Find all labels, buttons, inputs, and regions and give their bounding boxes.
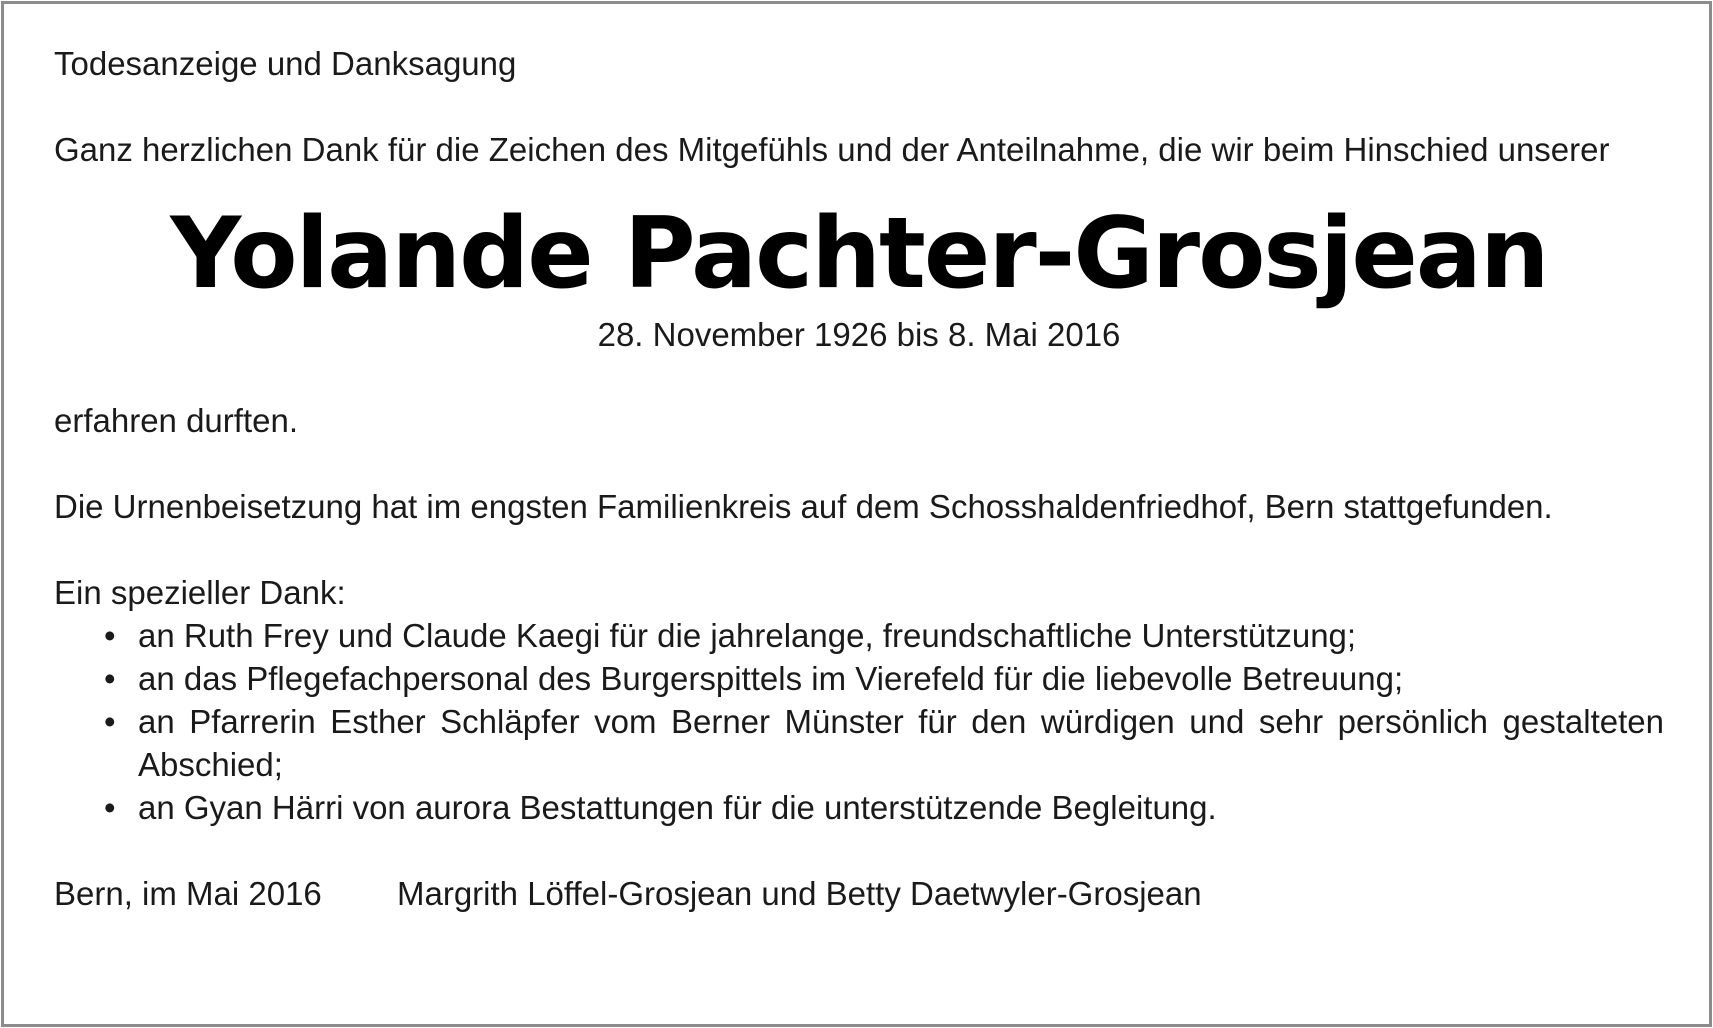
spacer — [54, 829, 1664, 872]
thanks-item-text: an Gyan Härri von aurora Bestattungen für die unterstützende Begleitung. — [138, 789, 1217, 826]
thanks-item — [54, 614, 1664, 657]
signatories: Margrith Löffel-Grosjean und Betty Daetwyler-Grosjean — [397, 875, 1202, 912]
signature-line — [54, 872, 1664, 915]
bullet-icon: • — [104, 789, 116, 826]
spacer — [54, 442, 1664, 485]
burial-text: Die Urnenbeisetzung hat im engsten Familienkreis auf dem Schosshaldenfriedhof, Bern stattgefunden. — [54, 488, 1553, 525]
spacer — [54, 356, 1664, 399]
notice-frame — [1, 1, 1712, 1027]
spacer — [54, 528, 1664, 571]
bullet-icon: • — [104, 703, 116, 740]
thanks-item — [54, 657, 1664, 700]
continuation-text: erfahren durften. — [54, 402, 298, 439]
intro-text: Ganz herzlichen Dank für die Zeichen des Mitgefühls und der Anteilnahme, die wir beim Hinschied unserer — [54, 131, 1610, 168]
notice-content — [54, 42, 1664, 915]
special-thanks-label: Ein spezieller Dank: — [54, 574, 346, 611]
thanks-item-text: an Pfarrerin Esther Schläpfer vom Berner Münster für den würdigen und sehr persönlich gestalteten Abschied; — [138, 703, 1664, 783]
thanks-item-text: an das Pflegefachpersonal des Burgerspittels im Vierefeld für die liebevolle Betreuung; — [138, 660, 1404, 697]
spacer — [54, 85, 1664, 128]
thanks-item-text: an Ruth Frey und Claude Kaegi für die jahrelange, freundschaftliche Unterstützung; — [138, 617, 1357, 654]
deceased-name: Yolande Pachter-Grosjean — [170, 197, 1548, 311]
bullet-icon: • — [104, 617, 116, 654]
notice-heading: Todesanzeige und Danksagung — [54, 45, 517, 82]
thanks-item — [54, 700, 1664, 786]
place-date: Bern, im Mai 2016 — [54, 875, 322, 912]
bullet-icon: • — [104, 660, 116, 697]
life-dates: 28. November 1926 bis 8. Mai 2016 — [597, 316, 1121, 353]
thanks-item — [54, 786, 1664, 829]
thanks-list — [54, 614, 1664, 829]
